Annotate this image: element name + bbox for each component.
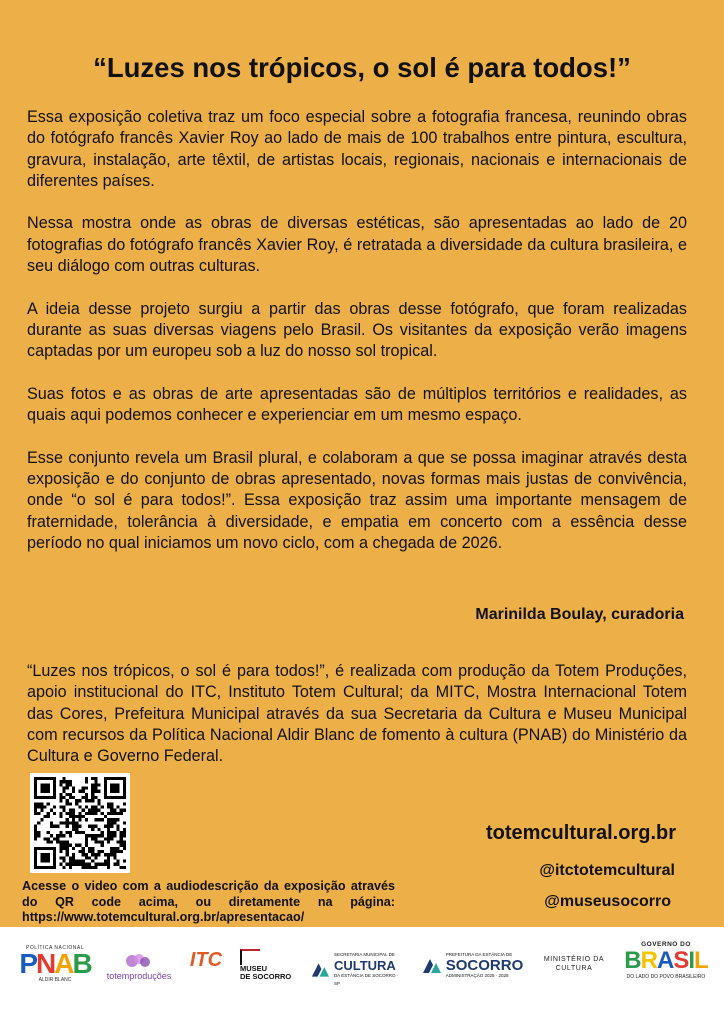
qr-code[interactable] bbox=[30, 773, 130, 873]
pnab-letter: P bbox=[19, 948, 36, 979]
gov-logo-bottom: DO LADO DO POVO BRASILEIRO bbox=[626, 974, 706, 980]
pnab-logo-top: POLÍTICA NACIONAL bbox=[26, 945, 84, 951]
body-text bbox=[27, 107, 687, 576]
museu-mark-icon bbox=[240, 949, 260, 965]
secretaria-logo-top: SECRETARIA MUNICIPAL DE bbox=[333, 952, 395, 957]
gov-letter: A bbox=[656, 947, 674, 974]
secretaria-cultura-logo bbox=[310, 951, 402, 988]
socorro-mark-icon bbox=[421, 955, 443, 977]
prefeitura-socorro-logo bbox=[418, 951, 526, 980]
qr-code-image bbox=[34, 777, 126, 869]
secretaria-logo-bottom: DA ESTÂNCIA DE SOCORRO · SP bbox=[333, 973, 399, 986]
page-title: “Luzes nos trópicos, o sol é para todos!” bbox=[93, 52, 631, 83]
website-link[interactable]: totemcultural.org.br bbox=[485, 822, 676, 844]
sponsor-footer bbox=[0, 927, 724, 1024]
secretaria-mark-icon bbox=[310, 959, 331, 981]
gov-logo-main bbox=[624, 948, 707, 974]
pnab-letter: A bbox=[54, 948, 73, 979]
ministerio-cultura-logo bbox=[540, 955, 608, 973]
ministerio-logo-text: CULTURA bbox=[555, 965, 593, 972]
paragraph: Suas fotos e as obras de arte apresentadas são de múltiplos territórios e realidades, as quais aqui podemos conhecer e experienciar em um mesmo espaço. bbox=[27, 384, 687, 425]
socorro-logo-top: PREFEITURA DA ESTÂNCIA DE bbox=[445, 952, 513, 957]
totem-logo-text: totemproduções bbox=[106, 971, 172, 981]
secretaria-logo-main: CULTURA bbox=[333, 958, 396, 973]
pnab-letter: N bbox=[36, 948, 55, 979]
paragraph: Essa exposição coletiva traz um foco especial sobre a fotografia francesa, reunindo obras do fotógrafo francês Xavier Roy ao lado de mais de 100 trabalhos entre pintura, escultura, gravura, instalação, arte têxtil, de artistas locais, regionais, nacionais e internacionais de diferentes países. bbox=[27, 108, 687, 190]
gov-letter: S bbox=[673, 947, 689, 974]
paragraph: A ideia desse projeto surgiu a partir das obras desse fotógrafo, que foram realizadas durante as suas diversas viagens pelo Brasil. Os visitantes da exposição verão imagens captadas por um europeu sob a luz do nosso sol tropical. bbox=[27, 299, 687, 361]
socorro-logo-main: SOCORRO bbox=[445, 957, 524, 974]
pnab-logo bbox=[20, 945, 90, 983]
gov-letter: B bbox=[624, 947, 641, 974]
gov-letter: I bbox=[688, 947, 695, 974]
itc-logo-text: ITC bbox=[189, 949, 223, 971]
museu-logo-text: MUSEU bbox=[240, 964, 268, 973]
pnab-logo-bottom: ALDIR BLANC bbox=[38, 977, 72, 983]
social-handle[interactable]: @museusocorro bbox=[544, 893, 671, 910]
totem-producoes-logo bbox=[104, 951, 174, 981]
socorro-logo-bottom: ADMINISTRAÇÃO 2025 · 2028 bbox=[445, 973, 509, 978]
curator-signature: Marinilda Boulay, curadoria bbox=[475, 606, 684, 623]
gov-letter: R bbox=[640, 947, 657, 974]
social-handle[interactable]: @itctotemcultural bbox=[539, 862, 675, 879]
gov-logo-top: GOVERNO DO bbox=[641, 941, 691, 948]
governo-brasil-logo bbox=[620, 941, 712, 980]
paragraph: Nessa mostra onde as obras de diversas estéticas, são apresentadas ao lado de 20 fotografias do fotógrafo francês Xavier Roy, é retratada a diversidade da cultura brasileira, e seu diálogo com outras culturas. bbox=[27, 214, 687, 276]
itc-logo bbox=[188, 949, 224, 972]
pnab-letter: B bbox=[72, 948, 91, 979]
ministerio-logo-text: MINISTÉRIO DA bbox=[543, 956, 605, 963]
gov-letter: L bbox=[694, 947, 708, 974]
paragraph: Esse conjunto revela um Brasil plural, e colaboram a que se possa imaginar através desta exposição e do conjunto de obras apresentado, novas formas mais justas de convivência, onde “o sol é para todos!”. Essa exposição traz assim uma importante mensagem de fraternidade, tolerância à diversidade, e empatia em concerto com a essência desse período no qual iniciamos um novo ciclo, com a chegada de 2026. bbox=[27, 448, 687, 552]
museu-logo-text: DE SOCORRO bbox=[240, 972, 292, 981]
credits-text: “Luzes nos trópicos, o sol é para todos!”, é realizada com produção da Totem Produções, apoio institucional do ITC, Instituto Totem Cultural; da MITC, Mostra Internacional Totem das Cores, Prefeitura Municipal através da sua Secretaria da Cultura e Museu Municipal com recursos da Política Nacional Aldir Blanc de fomento à cultura (PNAB) do Ministério da Cultura e Governo Federal. bbox=[27, 662, 687, 766]
museu-socorro-logo bbox=[240, 949, 292, 981]
totem-dots-icon bbox=[124, 951, 154, 971]
qr-caption: Acesse o video com a audiodescrição da exposição através do QR code acima, ou diretamente na página: https://www.totemcultural.org.br/apresentacao/ bbox=[22, 879, 395, 924]
